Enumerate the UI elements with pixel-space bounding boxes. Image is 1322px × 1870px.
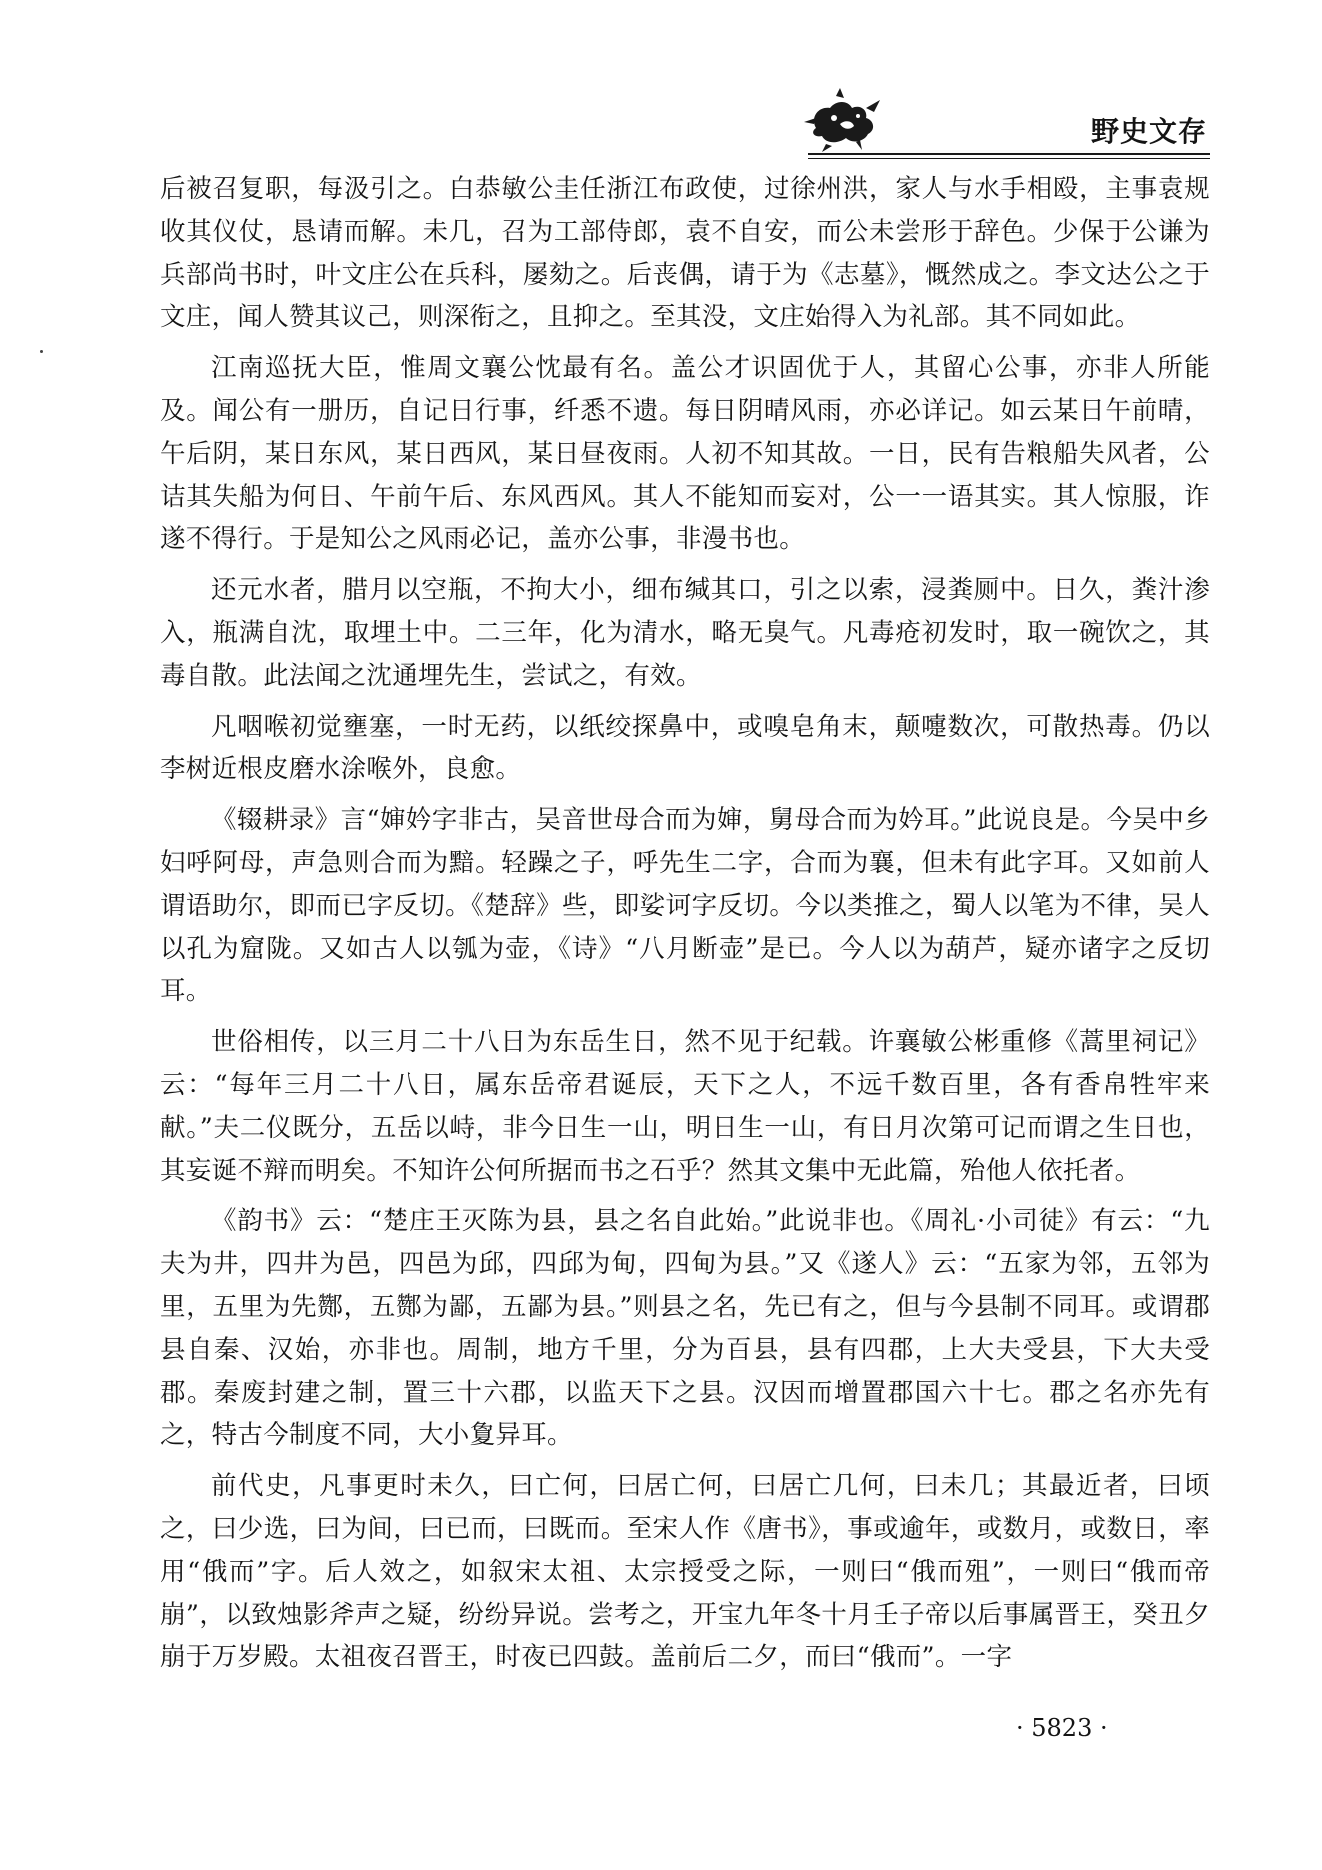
paragraph: 凡咽喉初觉壅塞，一时无药，以纸绞探鼻中，或嗅皂角末，颠嚏数次，可散热毒。仍以李树近根皮磨水涂喉外，良愈。 xyxy=(160,711,1210,785)
header-rule xyxy=(808,153,1210,155)
page-number: · 5823 · xyxy=(1016,1714,1108,1742)
paragraph: 世俗相传，以三月二十八日为东岳生日，然不见于纪载。许襄敏公彬重修《蒿里祠记》云：“每年三月二十八日，属东岳帝君诞辰，天下之人，不远千数百里，各有香帛牲牢来献。”夫二仪既分，五岳以峙，非今日生一山，明日生一山，有日月次第可记而谓之生日也，其妄诞不辩而明矣。不知许公何所据而书之石乎？然其文集中无此篇，殆他人依托者。 xyxy=(160,1027,1210,1186)
paragraph: 江南巡抚大臣，惟周文襄公忱最有名。盖公才识固优于人，其留心公事，亦非人所能及。闻公有一册历，自记日行事，纤悉不遗。每日阴晴风雨，亦必详记。如云某日午前晴，午后阴，某日东风，某日西风，某日昼夜雨。人初不知其故。一日，民有告粮船失风者，公诘其失船为何日、午前午后、东风西风。其人不能知而妄对，公一一语其实。其人惊服，诈遂不得行。于是知公之风雨必记，盖亦公事，非漫书也。 xyxy=(160,353,1210,555)
dragon-icon xyxy=(796,88,884,152)
scan-speck xyxy=(40,350,43,353)
page-header xyxy=(0,0,1322,160)
body-text xyxy=(160,168,1210,1687)
paragraph: 后被召复职，每汲引之。白恭敏公圭任浙江布政使，过徐州洪，家人与水手相殴，主事袁规收其仪仗，恳请而解。未几，召为工部侍郎，袁不自安，而公未尝形于辞色。少保于公谦为兵部尚书时，叶文庄公在兵科，屡劾之。后丧偶，请于为《志墓》，慨然成之。李文达公之于文庄，闻人赞其议己，则深衔之，且抑之。至其没，文庄始得入为礼部。其不同如此。 xyxy=(160,174,1210,333)
paragraph: 还元水者，腊月以空瓶，不拘大小，细布缄其口，引之以索，浸粪厕中。日久，粪汁渗入，瓶满自沈，取埋土中。二三年，化为清水，略无臭气。凡毒疮初发时，取一碗饮之，其毒自散。此法闻之沈通埋先生，尝试之，有效。 xyxy=(160,575,1210,691)
paragraph: 前代史，凡事更时未久，曰亡何，曰居亡何，曰居亡几何，曰未几；其最近者，曰顷之，曰少选，曰为间，曰已而，曰既而。至宋人作《唐书》，事或逾年，或数月，或数日，率用“俄而”字。后人效之，如叙宋太祖、太宗授受之际，一则曰“俄而殂”，一则曰“俄而帝崩”，以致烛影斧声之疑，纷纷异说。尝考之，开宝九年冬十月壬子帝以后事属晋王，癸丑夕崩于万岁殿。太祖夜召晋王，时夜已四鼓。盖前后二夕，而曰“俄而”。一字 xyxy=(160,1471,1210,1673)
header-title: 野史文存 xyxy=(1090,115,1207,148)
paragraph: 《韵书》云：“楚庄王灭陈为县，县之名自此始。”此说非也。《周礼·小司徒》有云：“九夫为井，四井为邑，四邑为邱，四邱为甸，四甸为县。”又《遂人》云：“五家为邻，五邻为里，五里为先酂，五酂为鄙，五鄙为县。”则县之名，先已有之，但与今县制不同耳。或谓郡县自秦、汉始，亦非也。周制，地方千里，分为百县，县有四郡，上大夫受县，下大夫受郡。秦废封建之制，置三十六郡，以监天下之县。汉因而增置郡国六十七。郡之名亦先有之，特古今制度不同，大小夐异耳。 xyxy=(160,1206,1210,1451)
header-rule-thin xyxy=(808,158,1210,159)
paragraph: 《辍耕录》言“婶妗字非古，吴音世母合而为婶，舅母合而为妗耳。”此说良是。今吴中乡妇呼阿母，声急则合而为黯。轻躁之子，呼先生二字，合而为襄，但未有此字耳。又如前人谓语助尔，即而已字反切。《楚辞》些，即娑诃字反切。今以类推之，蜀人以笔为不律，吴人以孔为窟陇。又如古人以瓠为壶，《诗》“八月断壶”是已。今人以为葫芦，疑亦诸字之反切耳。 xyxy=(160,805,1210,1007)
